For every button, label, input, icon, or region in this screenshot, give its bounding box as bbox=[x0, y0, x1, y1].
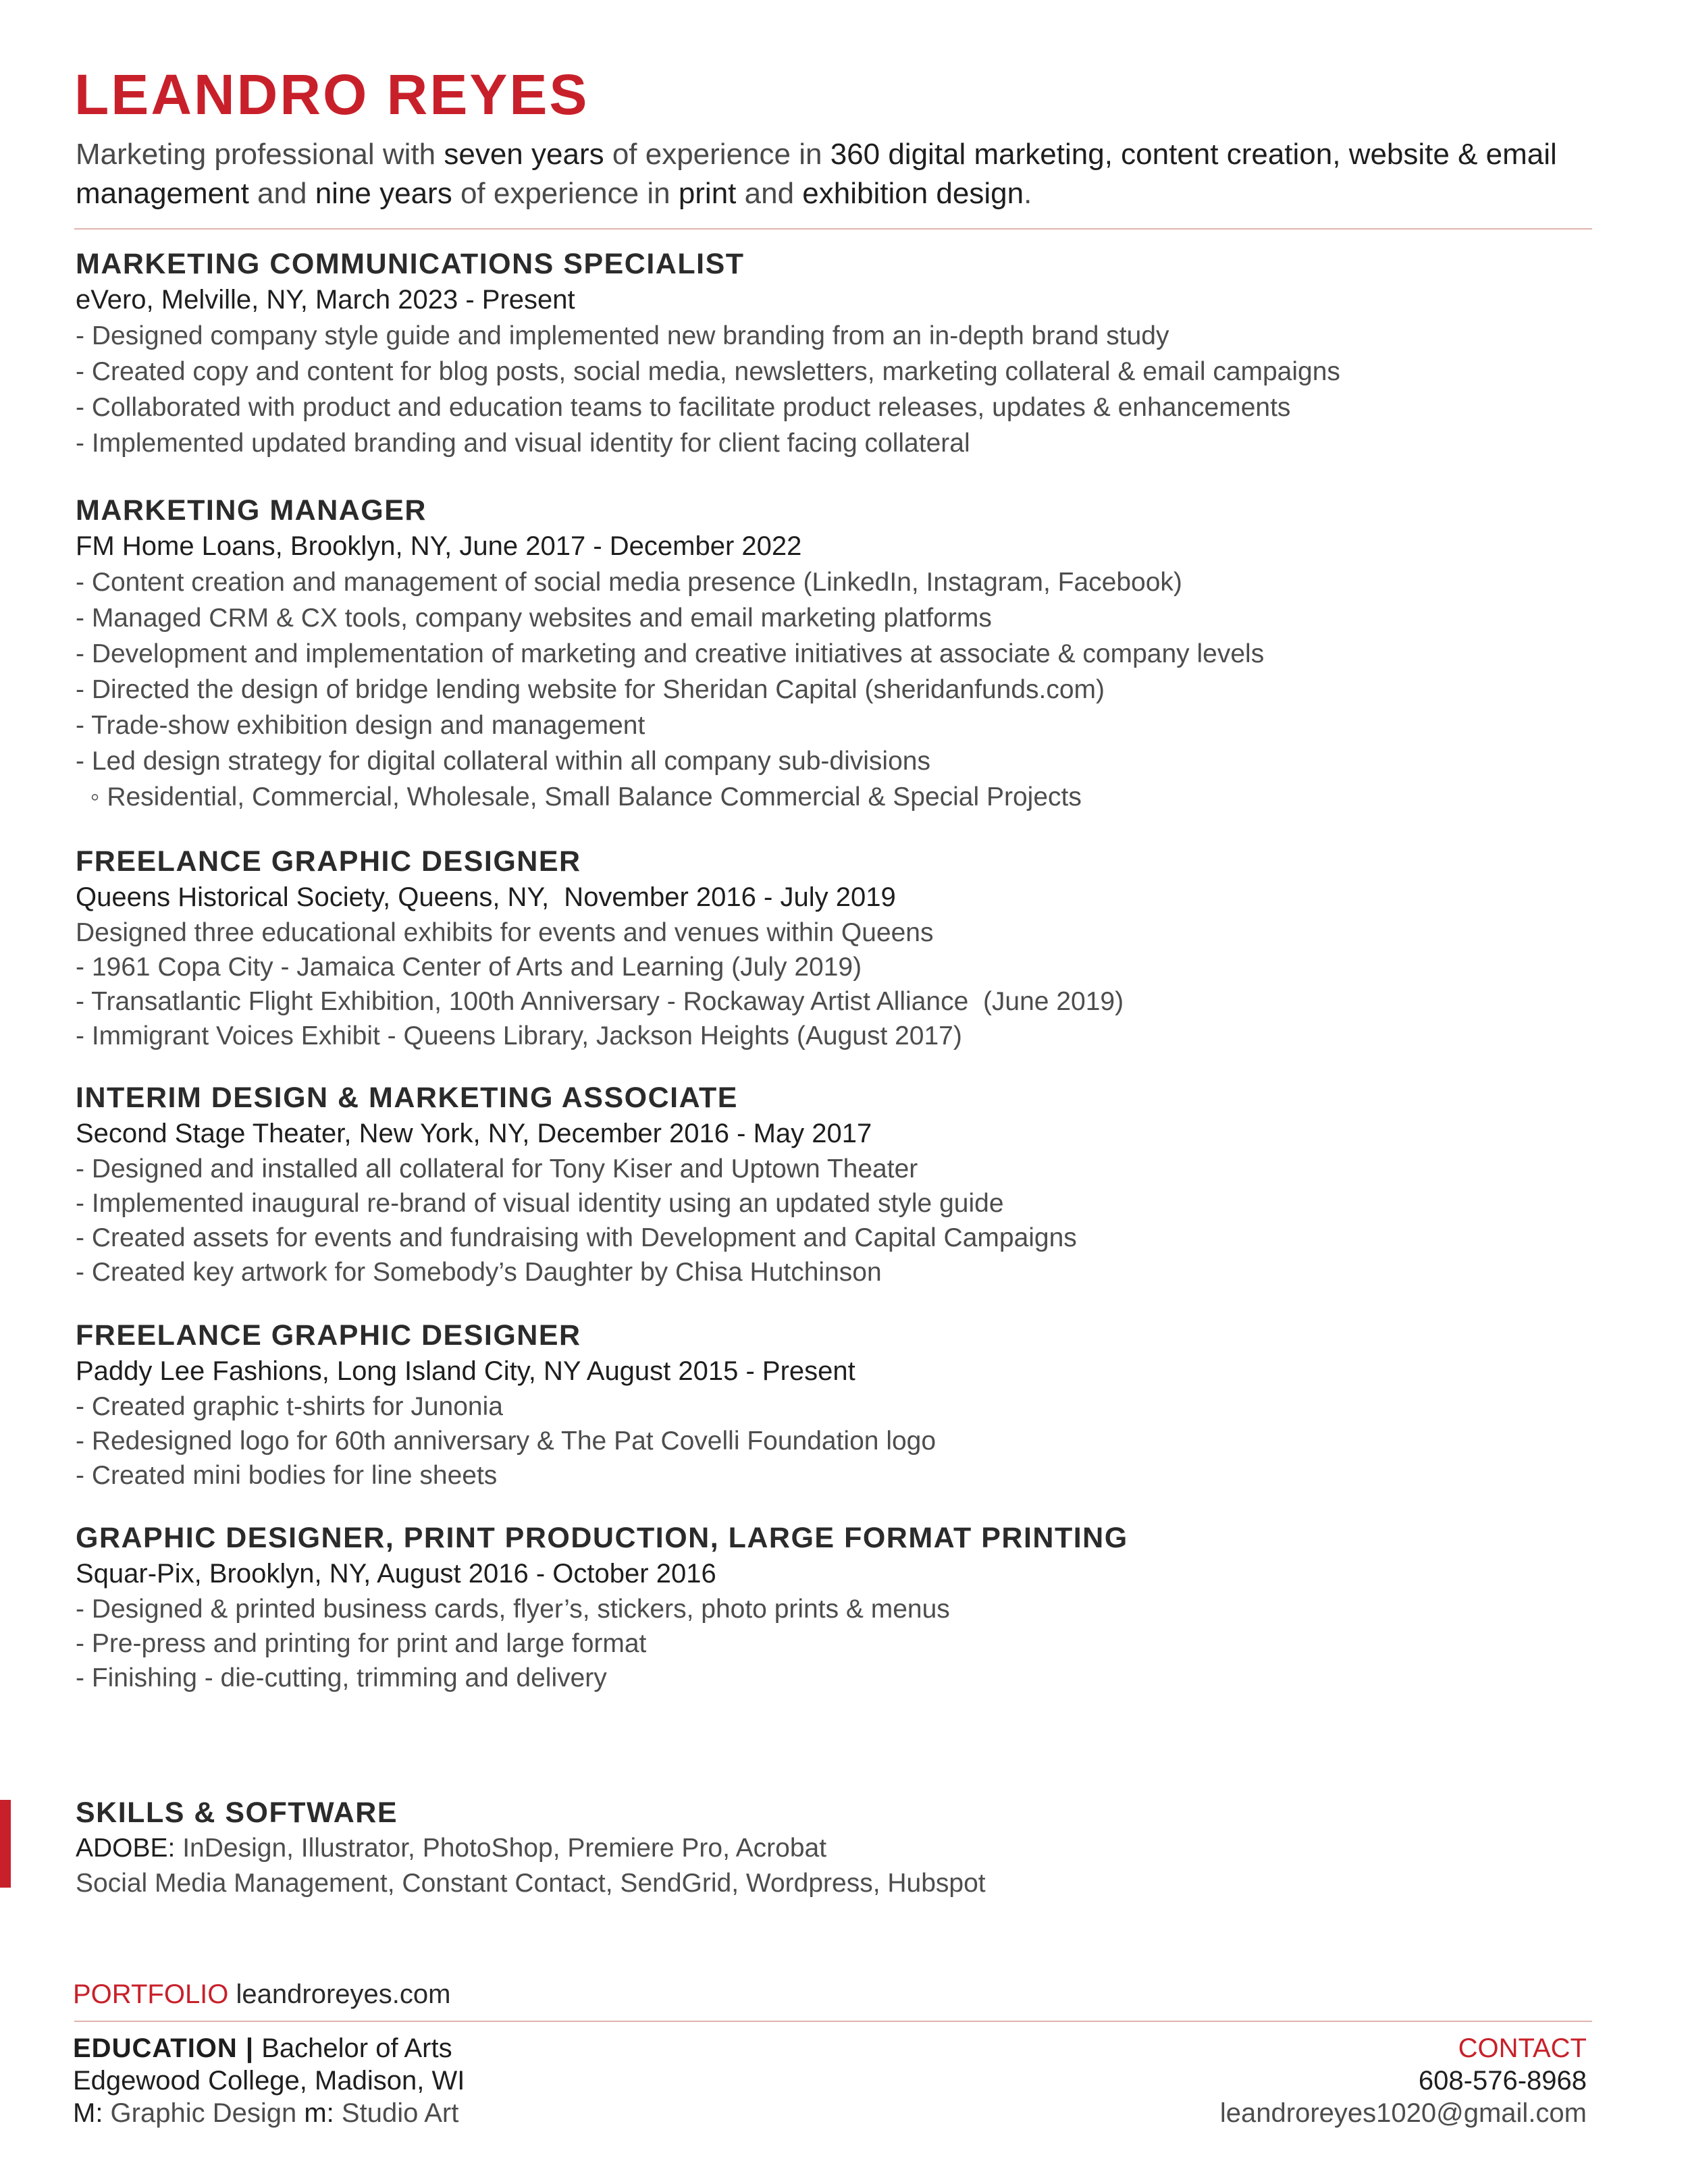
portfolio-line bbox=[73, 1979, 450, 2010]
job-duty: - Immigrant Voices Exhibit - Queens Library, Jackson Heights (August 2017) bbox=[76, 1021, 962, 1050]
skills-section bbox=[76, 1794, 1595, 1901]
portfolio-link[interactable]: leandroreyes.com bbox=[228, 1979, 451, 2009]
summary-part: print bbox=[678, 177, 737, 210]
education-block bbox=[73, 2032, 465, 2129]
portfolio-label: PORTFOLIO bbox=[73, 1979, 229, 2009]
summary-part: 360 digital marketing, content creation, website & email management bbox=[76, 138, 1557, 210]
job-duties bbox=[76, 950, 1595, 1053]
job-duty: - Implemented updated branding and visual identity for client facing collateral bbox=[76, 429, 970, 458]
job-employer: Paddy Lee Fashions, Long Island City, NY August 2015 - Present bbox=[76, 1356, 855, 1386]
job-title: FREELANCE GRAPHIC DESIGNER bbox=[76, 1319, 581, 1352]
major-value: Graphic Design bbox=[103, 2098, 305, 2128]
contact-label: CONTACT bbox=[1458, 2033, 1587, 2063]
job-duty: - Created graphic t-shirts for Junonia bbox=[76, 1392, 503, 1421]
job-duty: - Managed CRM & CX tools, company websites and email marketing platforms bbox=[76, 604, 992, 633]
summary-part: seven years bbox=[444, 138, 604, 171]
education-majors bbox=[73, 2097, 465, 2129]
skills-adobe-list: InDesign, Illustrator, PhotoShop, Premiere Pro, Acrobat bbox=[175, 1834, 827, 1863]
job-duty: - Designed and installed all collateral for Tony Kiser and Uptown Theater bbox=[76, 1154, 918, 1183]
education-degree: Bachelor of Arts bbox=[254, 2033, 452, 2063]
summary-part: and bbox=[736, 177, 803, 210]
job-employer: Second Stage Theater, New York, NY, December 2016 - May 2017 bbox=[76, 1119, 872, 1148]
job-duty: - Directed the design of bridge lending website for Sheridan Capital (sheridanfunds.com) bbox=[76, 675, 1105, 704]
job-duties bbox=[76, 1592, 1595, 1695]
skills-other: Social Media Management, Constant Contact, SendGrid, Wordpress, Hubspot bbox=[76, 1869, 986, 1898]
accent-bar bbox=[0, 1800, 11, 1888]
contact-email[interactable]: leandroreyes1020@gmail.com bbox=[1219, 2098, 1587, 2128]
job-duty: - Content creation and management of social media presence (LinkedIn, Instagram, Facebook) bbox=[76, 568, 1182, 597]
job-duty: - 1961 Copa City - Jamaica Center of Arts and Learning (July 2019) bbox=[76, 953, 862, 982]
summary bbox=[76, 135, 1629, 213]
summary-part: of experience in bbox=[452, 177, 679, 210]
skills-title: SKILLS & SOFTWARE bbox=[76, 1796, 398, 1829]
summary-part: of experience in bbox=[604, 138, 830, 171]
experience-section bbox=[76, 1520, 1595, 1695]
job-duties bbox=[76, 564, 1595, 815]
job-employer: FM Home Loans, Brooklyn, NY, June 2017 - December 2022 bbox=[76, 531, 802, 561]
summary-part: nine years bbox=[315, 177, 452, 210]
skills-adobe bbox=[76, 1831, 1595, 1866]
job-duty: - Finishing - die-cutting, trimming and delivery bbox=[76, 1663, 607, 1693]
job-employer: Queens Historical Society, Queens, NY, November 2016 - July 2019 bbox=[76, 882, 896, 912]
job-duty: - Redesigned logo for 60th anniversary & The Pat Covelli Foundation logo bbox=[76, 1427, 937, 1456]
summary-part: exhibition design bbox=[802, 177, 1024, 210]
summary-part: and bbox=[248, 177, 315, 210]
job-duties bbox=[76, 1389, 1595, 1493]
job-duty: - Development and implementation of marketing and creative initiatives at associate & company levels bbox=[76, 639, 1265, 668]
job-title: MARKETING COMMUNICATIONS SPECIALIST bbox=[76, 248, 745, 280]
job-duty: - Created key artwork for Somebody’s Daughter by Chisa Hutchinson bbox=[76, 1258, 882, 1287]
job-duty: - Created assets for events and fundraising with Development and Capital Campaigns bbox=[76, 1223, 1077, 1252]
job-duty: - Created mini bodies for line sheets bbox=[76, 1461, 498, 1490]
job-duty: - Designed & printed business cards, flyer’s, stickers, photo prints & menus bbox=[76, 1595, 950, 1624]
job-title: INTERIM DESIGN & MARKETING ASSOCIATE bbox=[76, 1082, 738, 1114]
education-school: Edgewood College, Madison, WI bbox=[73, 2066, 465, 2096]
contact-block bbox=[1220, 2032, 1587, 2129]
job-sub-duty: ◦ Residential, Commercial, Wholesale, Small Balance Commercial & Special Projects bbox=[76, 782, 1082, 811]
skills-adobe-label: ADOBE: bbox=[76, 1834, 176, 1863]
job-employer: eVero, Melville, NY, March 2023 - Present bbox=[76, 285, 575, 315]
job-duty: - Collaborated with product and education teams to facilitate product releases, updates & enhancements bbox=[76, 393, 1291, 422]
minor-label: m: bbox=[304, 2098, 334, 2128]
footer-divider bbox=[74, 2021, 1592, 2022]
job-duty: - Designed company style guide and implemented new branding from an in-depth brand study bbox=[76, 321, 1169, 350]
education-line bbox=[73, 2032, 465, 2065]
job-duty: - Led design strategy for digital collateral within all company sub-divisions bbox=[76, 747, 930, 776]
job-duty: - Implemented inaugural re-brand of visual identity using an updated style guide bbox=[76, 1189, 1004, 1218]
job-duties bbox=[76, 1152, 1595, 1289]
minor-value: Studio Art bbox=[334, 2098, 459, 2128]
contact-phone[interactable]: 608-576-8968 bbox=[1418, 2066, 1587, 2096]
experience-section bbox=[76, 1080, 1595, 1289]
major-label: M: bbox=[73, 2098, 103, 2128]
header-divider bbox=[74, 228, 1592, 230]
education-label: EDUCATION | bbox=[73, 2033, 255, 2063]
summary-part: Marketing professional with bbox=[76, 138, 444, 171]
job-title: FREELANCE GRAPHIC DESIGNER bbox=[76, 845, 581, 878]
job-intro: Designed three educational exhibits for events and venues within Queens bbox=[76, 918, 934, 947]
job-duty: - Trade-show exhibition design and management bbox=[76, 711, 645, 740]
experience-section bbox=[76, 492, 1595, 815]
summary-part: . bbox=[1024, 177, 1032, 210]
experience-section bbox=[76, 843, 1595, 1053]
job-title: GRAPHIC DESIGNER, PRINT PRODUCTION, LARGE FORMAT PRINTING bbox=[76, 1522, 1128, 1554]
job-duty: - Transatlantic Flight Exhibition, 100th Anniversary - Rockaway Artist Alliance (June 2019) bbox=[76, 987, 1124, 1016]
experience-section bbox=[76, 1317, 1595, 1493]
experience-section bbox=[76, 246, 1595, 461]
resume-name: LEANDRO REYES bbox=[74, 63, 589, 126]
job-employer: Squar-Pix, Brooklyn, NY, August 2016 - October 2016 bbox=[76, 1559, 716, 1589]
job-duty: - Pre-press and printing for print and large format bbox=[76, 1629, 647, 1658]
job-duty: - Created copy and content for blog posts, social media, newsletters, marketing collateral & email campaigns bbox=[76, 357, 1340, 386]
job-title: MARKETING MANAGER bbox=[76, 494, 427, 527]
job-duties bbox=[76, 318, 1595, 461]
